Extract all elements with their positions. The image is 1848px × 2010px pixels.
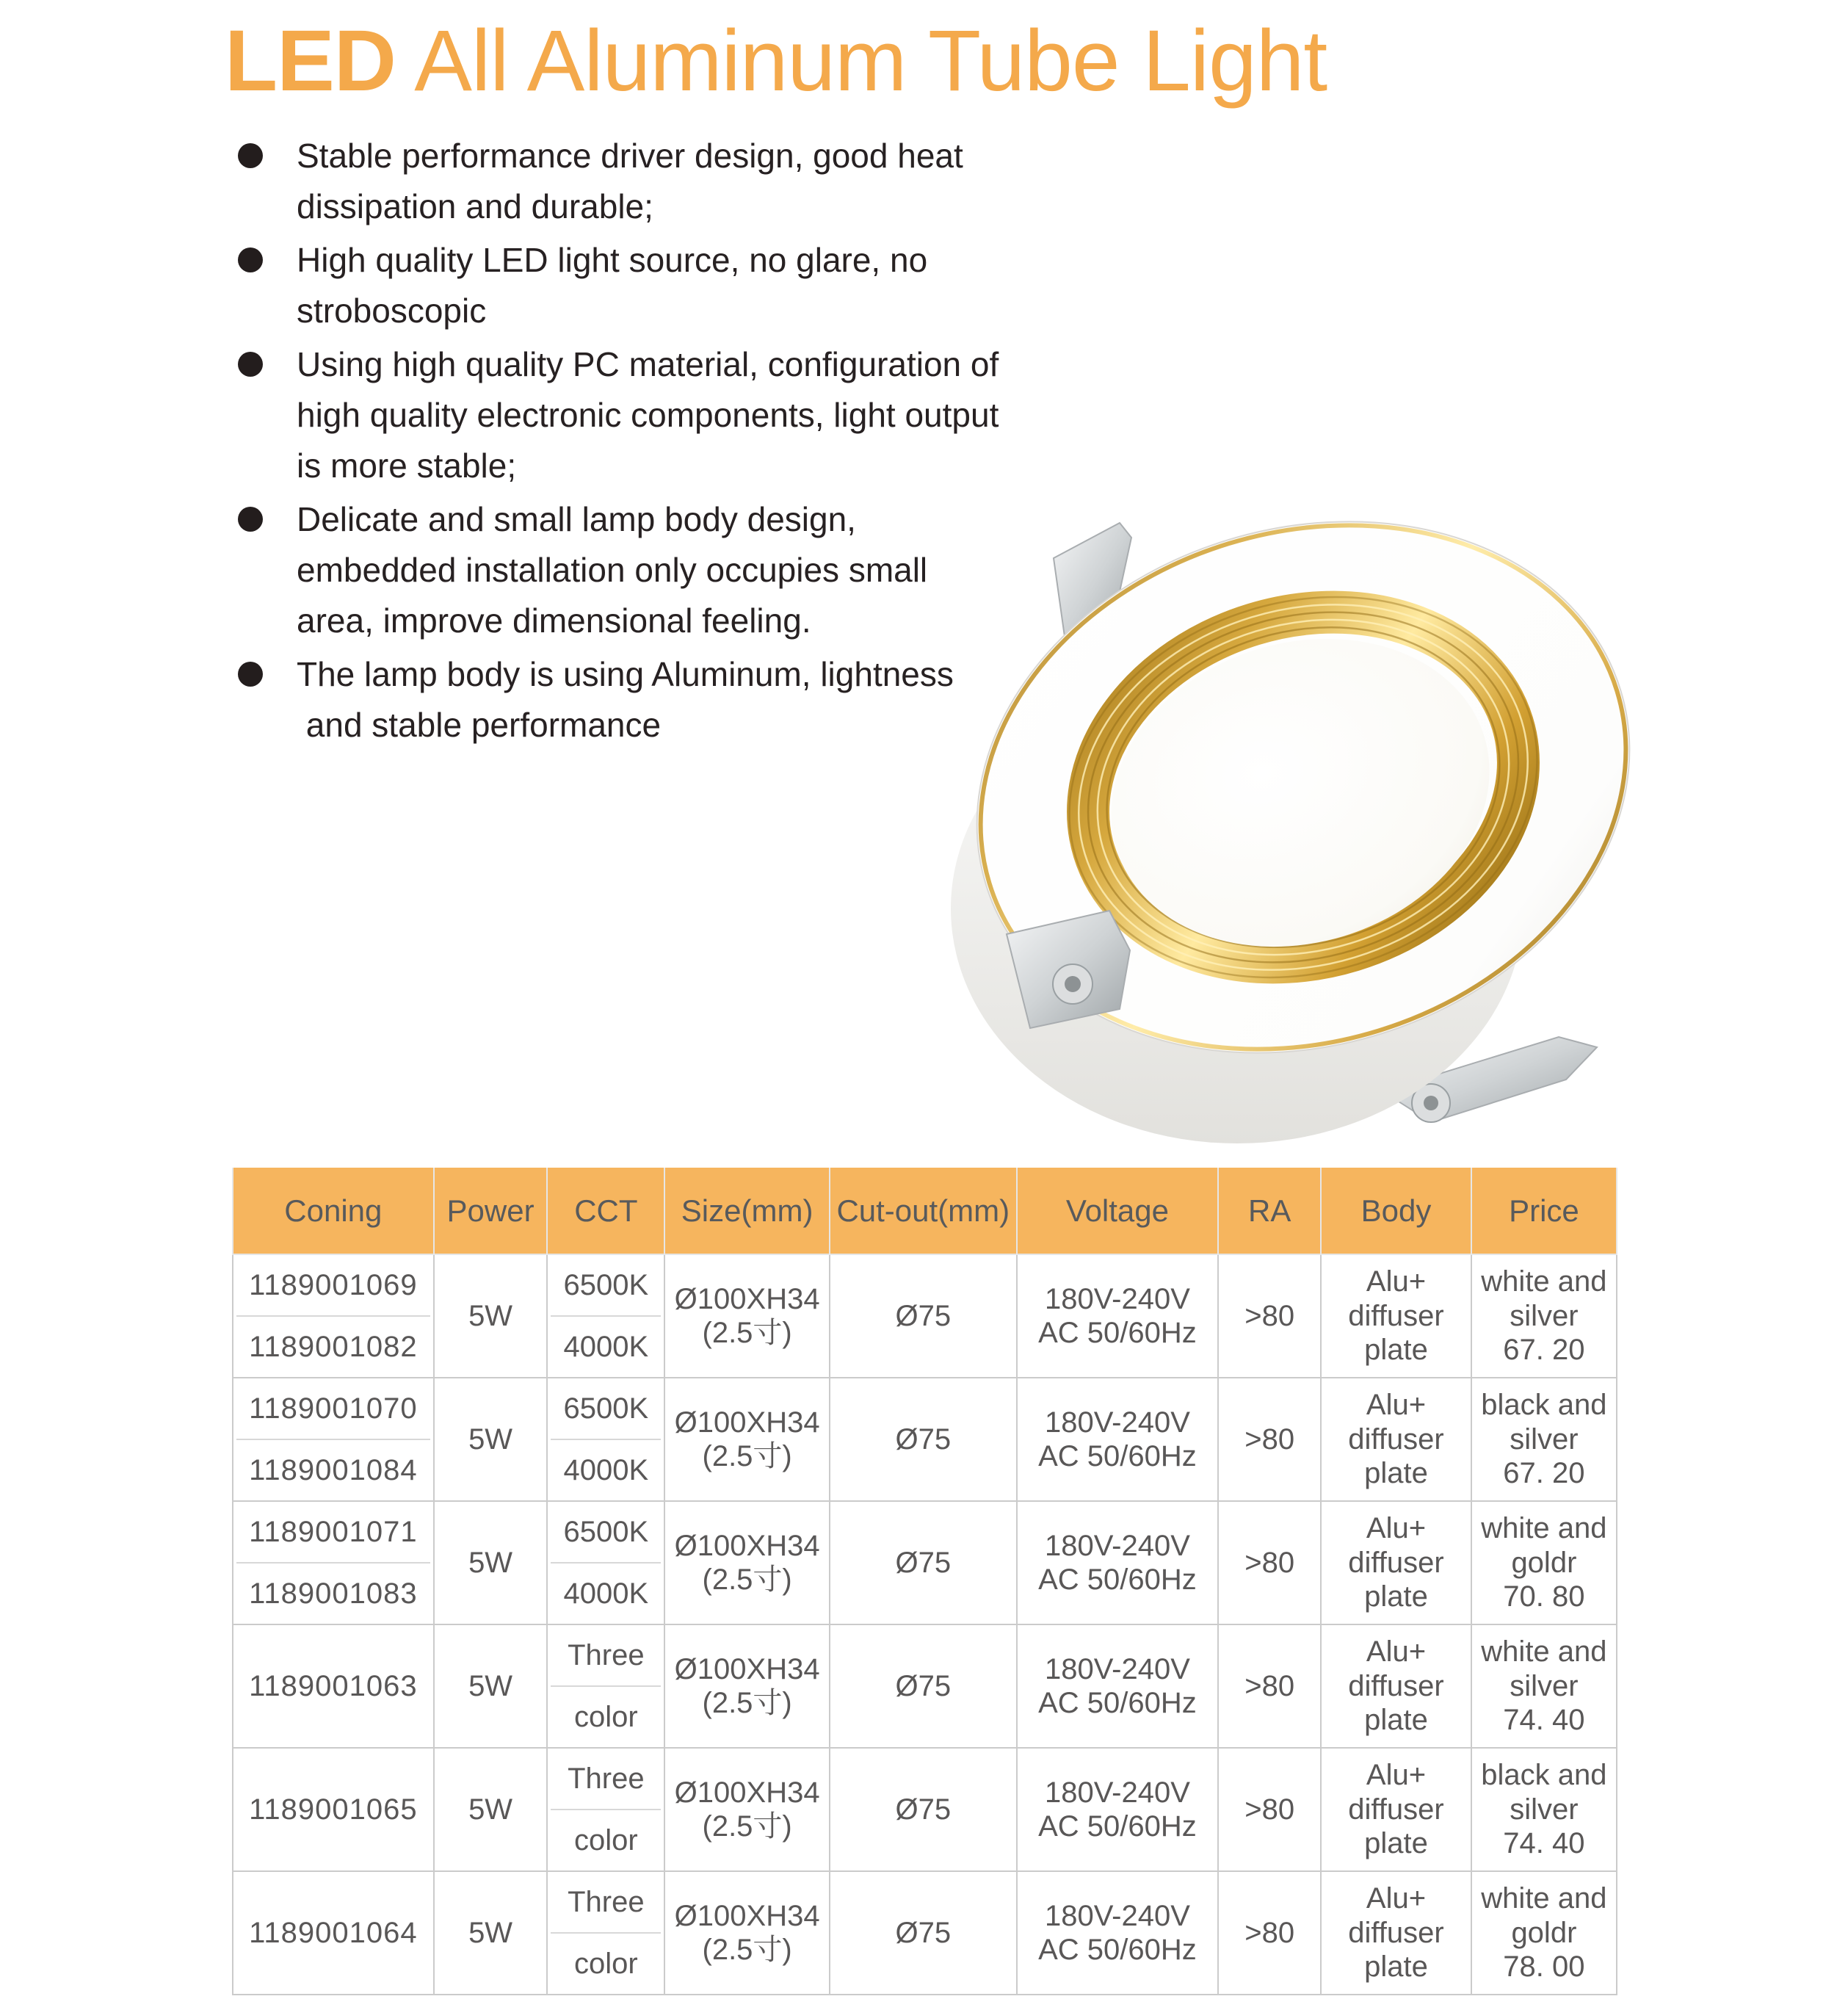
cell-size	[664, 1624, 830, 1748]
value-lines	[1325, 1388, 1468, 1490]
spec-table-body	[233, 1254, 1617, 1995]
value-lines	[668, 1776, 826, 1844]
bullet-icon	[238, 662, 263, 687]
cell-coning	[233, 1501, 434, 1624]
value-lines	[1021, 1529, 1215, 1597]
value-line: 67. 20	[1503, 1457, 1585, 1490]
cell-voltage	[1017, 1748, 1219, 1871]
value-line: plate	[1364, 1457, 1428, 1490]
value-line: Alu+	[1366, 1635, 1427, 1669]
table-row	[233, 1501, 1617, 1624]
pair-value: color	[551, 1809, 661, 1870]
column-header-size-mm-: Size(mm)	[664, 1168, 830, 1254]
pair-value: 6500K	[563, 1515, 649, 1548]
cell-power: 5W	[434, 1378, 548, 1501]
cell-coning	[233, 1254, 434, 1378]
table-row	[233, 1254, 1617, 1378]
value-line: 180V-240V	[1044, 1899, 1190, 1932]
pair-value: 1189001083	[236, 1562, 430, 1624]
value-line: Alu+	[1366, 1265, 1427, 1298]
cell-cct	[547, 1378, 664, 1501]
value-line: AC 50/60Hz	[1038, 1934, 1197, 1966]
column-header-voltage: Voltage	[1017, 1168, 1219, 1254]
value-line: silver	[1510, 1422, 1579, 1456]
cell-price	[1471, 1871, 1617, 1995]
value-line: 180V-240V	[1044, 1282, 1190, 1315]
value-line: white and	[1481, 1635, 1607, 1669]
cell-cct	[547, 1624, 664, 1748]
value-line: AC 50/60Hz	[1038, 1317, 1197, 1349]
cell-coning: 1189001065	[233, 1748, 434, 1871]
page-title	[225, 12, 1327, 109]
feature-line: high quality electronic components, light output	[297, 396, 999, 434]
value-line: goldr	[1511, 1546, 1577, 1579]
cell-cutout: Ø75	[830, 1748, 1017, 1871]
product-photo	[943, 494, 1659, 1162]
value-line: white and	[1481, 1882, 1607, 1915]
value-line: 180V-240V	[1044, 1776, 1190, 1809]
value-line: 70. 80	[1503, 1580, 1585, 1613]
value-lines	[1475, 1511, 1613, 1613]
value-line: 180V-240V	[1044, 1652, 1190, 1685]
cell-coning	[233, 1378, 434, 1501]
cell-cct	[547, 1871, 664, 1995]
value-lines	[1021, 1406, 1215, 1474]
value-pair	[236, 1502, 430, 1624]
cell-ra: >80	[1218, 1378, 1321, 1501]
value-pair	[551, 1255, 661, 1377]
value-line: Ø100XH34	[674, 1282, 820, 1315]
cell-cct	[547, 1748, 664, 1871]
value-pair	[551, 1872, 661, 1994]
value-pair	[236, 1378, 430, 1500]
cell-cutout: Ø75	[830, 1624, 1017, 1748]
cell-voltage	[1017, 1624, 1219, 1748]
pair-value: 1189001069	[249, 1268, 418, 1301]
cell-coning: 1189001063	[233, 1624, 434, 1748]
cell-power: 5W	[434, 1748, 548, 1871]
value-line: diffuser	[1348, 1916, 1444, 1949]
cell-size	[664, 1501, 830, 1624]
value-line: 180V-240V	[1044, 1406, 1190, 1439]
column-header-coning: Coning	[233, 1168, 434, 1254]
cell-body	[1321, 1748, 1471, 1871]
value-lines	[668, 1529, 826, 1597]
feature-line: stroboscopic	[297, 292, 487, 330]
value-line: 67. 20	[1503, 1334, 1585, 1367]
value-line: diffuser	[1348, 1546, 1444, 1579]
cell-size	[664, 1871, 830, 1995]
value-lines	[1475, 1265, 1613, 1367]
column-header-body: Body	[1321, 1168, 1471, 1254]
value-line: white and	[1481, 1265, 1607, 1298]
pair-value: 6500K	[563, 1268, 649, 1301]
column-header-power: Power	[434, 1168, 548, 1254]
downlight-illustration	[943, 494, 1659, 1162]
pair-value: Three	[568, 1638, 645, 1671]
cell-body	[1321, 1624, 1471, 1748]
value-line: Ø100XH34	[674, 1529, 820, 1562]
value-pair	[551, 1502, 661, 1624]
value-line: (2.5寸)	[702, 1934, 792, 1966]
table-row	[233, 1378, 1617, 1501]
feature-line: embedded installation only occupies small	[297, 551, 928, 589]
value-line: Ø100XH34	[674, 1652, 820, 1685]
cell-body	[1321, 1871, 1471, 1995]
feature-line: dissipation and durable;	[297, 187, 653, 225]
value-line: 74. 40	[1503, 1704, 1585, 1737]
cell-price	[1471, 1624, 1617, 1748]
cell-voltage	[1017, 1871, 1219, 1995]
value-line: AC 50/60Hz	[1038, 1687, 1197, 1719]
value-lines	[1325, 1758, 1468, 1860]
value-pair	[551, 1749, 661, 1870]
table-row	[233, 1748, 1617, 1871]
title-rest: All Aluminum Tube Light	[396, 12, 1327, 109]
value-line: (2.5寸)	[702, 1687, 792, 1719]
cell-cutout: Ø75	[830, 1378, 1017, 1501]
pair-value: 4000K	[551, 1439, 661, 1500]
value-lines	[1475, 1388, 1613, 1490]
value-line: diffuser	[1348, 1669, 1444, 1702]
feature-line: The lamp body is using Aluminum, lightness	[297, 655, 954, 693]
feature-line: area, improve dimensional feeling.	[297, 601, 811, 640]
value-pair	[551, 1625, 661, 1747]
cell-ra: >80	[1218, 1624, 1321, 1748]
header-row	[233, 1168, 1617, 1254]
value-lines	[1325, 1881, 1468, 1984]
pair-value: 1189001082	[236, 1315, 430, 1377]
value-line: 74. 40	[1503, 1827, 1585, 1860]
value-line: goldr	[1511, 1916, 1577, 1949]
feature-line: Using high quality PC material, configuration of	[297, 345, 999, 383]
value-pair	[551, 1378, 661, 1500]
value-line: AC 50/60Hz	[1038, 1810, 1197, 1843]
value-lines	[668, 1899, 826, 1967]
cell-price	[1471, 1254, 1617, 1378]
value-lines	[1021, 1282, 1215, 1351]
cell-ra: >80	[1218, 1254, 1321, 1378]
value-lines	[1475, 1758, 1613, 1860]
value-lines	[1325, 1265, 1468, 1367]
pair-value: 1189001084	[236, 1439, 430, 1500]
value-line: Ø100XH34	[674, 1776, 820, 1809]
pair-value: Three	[568, 1762, 645, 1795]
value-line: diffuser	[1348, 1793, 1444, 1826]
value-line: (2.5寸)	[702, 1810, 792, 1843]
cell-size	[664, 1254, 830, 1378]
value-line: silver	[1510, 1669, 1579, 1702]
value-line: diffuser	[1348, 1422, 1444, 1456]
cell-ra: >80	[1218, 1871, 1321, 1995]
value-line: black and	[1481, 1389, 1607, 1422]
value-lines	[1475, 1635, 1613, 1737]
cell-size	[664, 1378, 830, 1501]
feature-line: High quality LED light source, no glare, no	[297, 241, 928, 279]
cell-cutout: Ø75	[830, 1254, 1017, 1378]
value-line: black and	[1481, 1759, 1607, 1792]
pair-value: Three	[568, 1885, 645, 1918]
column-header-cct: CCT	[547, 1168, 664, 1254]
pair-value: 1189001071	[249, 1515, 418, 1548]
feature-item-1	[236, 131, 1110, 232]
cell-power: 5W	[434, 1871, 548, 1995]
cell-ra: >80	[1218, 1501, 1321, 1624]
value-line: (2.5寸)	[702, 1317, 792, 1349]
value-lines	[668, 1652, 826, 1721]
column-header-ra: RA	[1218, 1168, 1321, 1254]
pair-value: 4000K	[551, 1562, 661, 1624]
bullet-icon	[238, 352, 263, 377]
value-line: plate	[1364, 1580, 1428, 1613]
feature-line: and stable performance	[297, 706, 662, 744]
cell-coning: 1189001064	[233, 1871, 434, 1995]
feature-item-2	[236, 235, 1110, 336]
column-header-cut-out-mm-: Cut-out(mm)	[830, 1168, 1017, 1254]
cell-price	[1471, 1378, 1617, 1501]
value-line: AC 50/60Hz	[1038, 1440, 1197, 1472]
cell-voltage	[1017, 1501, 1219, 1624]
value-lines	[1325, 1635, 1468, 1737]
value-line: silver	[1510, 1793, 1579, 1826]
value-pair	[236, 1255, 430, 1377]
cell-ra: >80	[1218, 1748, 1321, 1871]
feature-item-3	[236, 339, 1110, 491]
pair-value: color	[551, 1685, 661, 1747]
value-lines	[668, 1406, 826, 1474]
value-lines	[668, 1282, 826, 1351]
value-line: white and	[1481, 1512, 1607, 1545]
title-led: LED	[225, 12, 396, 109]
cell-power: 5W	[434, 1624, 548, 1748]
value-line: plate	[1364, 1704, 1428, 1737]
value-lines	[1475, 1881, 1613, 1984]
cell-power: 5W	[434, 1254, 548, 1378]
table-row	[233, 1871, 1617, 1995]
cell-size	[664, 1748, 830, 1871]
cell-cct	[547, 1254, 664, 1378]
value-line: (2.5寸)	[702, 1563, 792, 1596]
value-line: Ø100XH34	[674, 1406, 820, 1439]
cell-cutout: Ø75	[830, 1871, 1017, 1995]
cell-price	[1471, 1748, 1617, 1871]
value-line: Alu+	[1366, 1512, 1427, 1545]
spec-table	[232, 1168, 1617, 1995]
cell-price	[1471, 1501, 1617, 1624]
cell-cutout: Ø75	[830, 1501, 1017, 1624]
cell-cct	[547, 1501, 664, 1624]
value-line: plate	[1364, 1334, 1428, 1367]
cell-voltage	[1017, 1378, 1219, 1501]
cell-body	[1321, 1501, 1471, 1624]
feature-line: is more stable;	[297, 447, 517, 485]
feature-line: Delicate and small lamp body design,	[297, 500, 856, 538]
pair-value: 6500K	[563, 1392, 649, 1425]
value-line: 78. 00	[1503, 1951, 1585, 1984]
value-line: plate	[1364, 1951, 1428, 1984]
value-line: Alu+	[1366, 1759, 1427, 1792]
value-lines	[1021, 1899, 1215, 1967]
value-lines	[1021, 1776, 1215, 1844]
bullet-icon	[238, 247, 263, 272]
pair-value: color	[551, 1932, 661, 1994]
value-line: (2.5寸)	[702, 1440, 792, 1472]
bullet-icon	[238, 507, 263, 532]
value-line: AC 50/60Hz	[1038, 1563, 1197, 1596]
value-lines	[1325, 1511, 1468, 1613]
pair-value: 4000K	[551, 1315, 661, 1377]
value-line: Alu+	[1366, 1389, 1427, 1422]
value-line: diffuser	[1348, 1299, 1444, 1332]
column-header-price: Price	[1471, 1168, 1617, 1254]
pair-value: 1189001070	[249, 1392, 418, 1425]
cell-body	[1321, 1254, 1471, 1378]
cell-voltage	[1017, 1254, 1219, 1378]
value-line: Alu+	[1366, 1882, 1427, 1915]
value-lines	[1021, 1652, 1215, 1721]
cell-power: 5W	[434, 1501, 548, 1624]
bullet-icon	[238, 143, 263, 168]
value-line: 180V-240V	[1044, 1529, 1190, 1562]
table-row	[233, 1624, 1617, 1748]
value-line: plate	[1364, 1827, 1428, 1860]
cell-body	[1321, 1378, 1471, 1501]
value-line: silver	[1510, 1299, 1579, 1332]
value-line: Ø100XH34	[674, 1899, 820, 1932]
feature-line: Stable performance driver design, good heat	[297, 137, 963, 175]
